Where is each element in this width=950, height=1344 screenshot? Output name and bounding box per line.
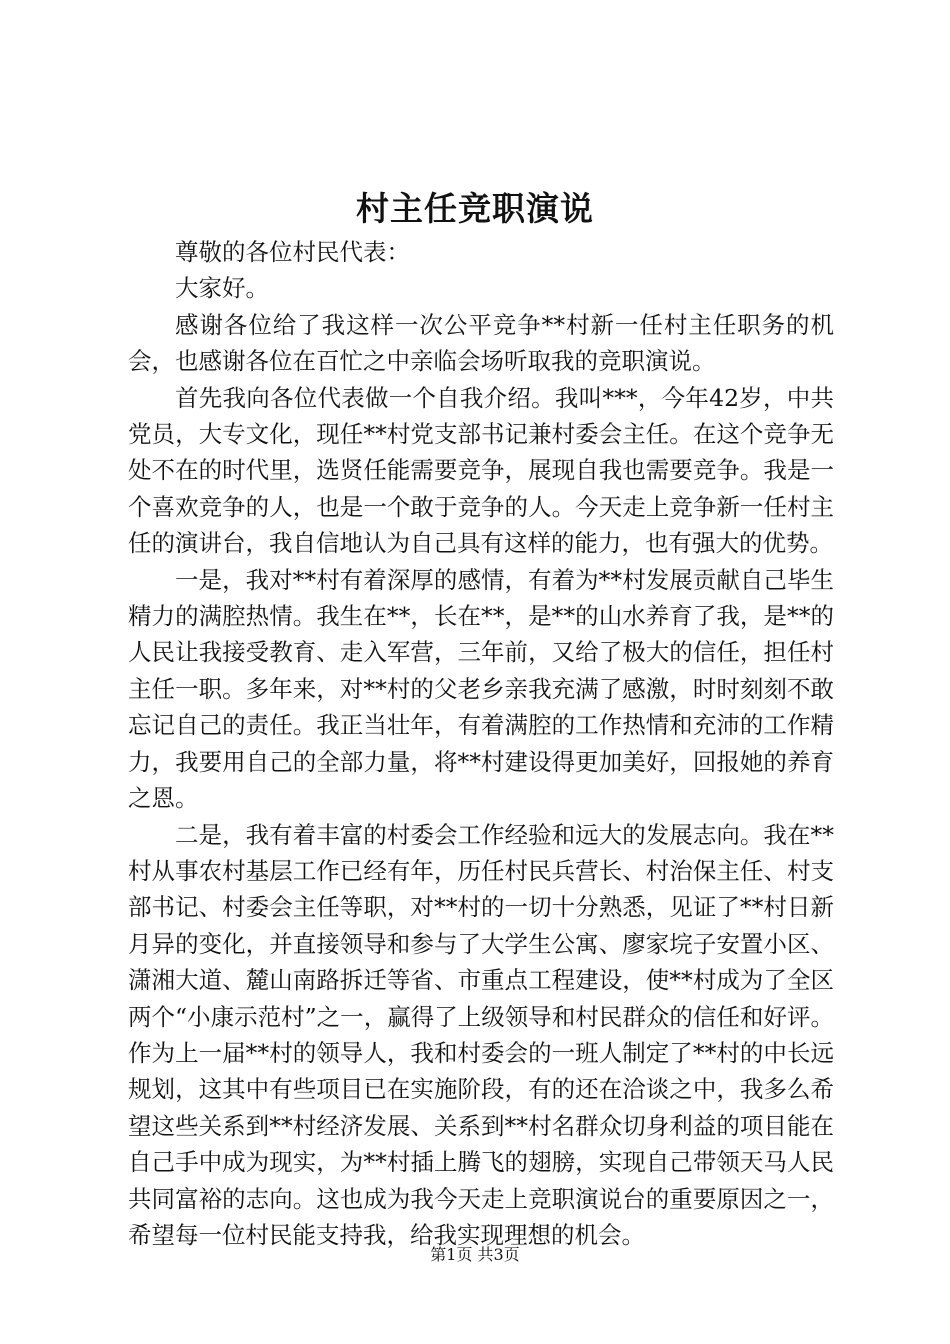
paragraph-point-one: 一是，我对**村有着深厚的感情，有着为**村发展贡献自己毕生精力的满腔热情。我生在**，长在**，是**的山水养育了我，是**的人民让我接受教育、走入军营，三年前，又给了极大的信任，担任村主任一职。多年来，对**村的父老乡亲我充满了感激，时时刻刻不敢忘记自己的责任。我正当壮年，有着满腔的工作热情和充沛的工作精力，我要用自己的全部力量，将**村建设得更加美好，回报她的养育之恩。 bbox=[128, 565, 834, 813]
paragraph-point-two: 二是，我有着丰富的村委会工作经验和远大的发展志向。我在**村从事农村基层工作已经有年，历任村民兵营长、村治保主任、村支部书记、村委会主任等职，对**村的一切十分熟悉，见证了**村日新月异的变化，并直接领导和参与了大学生公寓、廖家垸子安置小区、潇湘大道、麓山南路拆迁等省、市重点工程建设，使**村成为了全区两个“小康示范村”之一，赢得了上级领导和村民群众的信任和好评。作为上一届**村的领导人，我和村委会的一班人制定了**村的中长远规划，这其中有些项目已在实施阶段，有的还在洽谈之中，我多么希望这些关系到**村经济发展、关系到**村名群众切身利益的项目能在自己手中成为现实，为**村插上腾飞的翅膀，实现自己带领天马人民共同富裕的志向。这也成为我今天走上竞职演说台的重要原因之一，希望每一位村民能支持我，给我实现理想的机会。 bbox=[128, 820, 834, 1249]
greeting: 大家好。 bbox=[175, 274, 269, 303]
salutation: 尊敬的各位村民代表： bbox=[175, 238, 410, 266]
document-title: 村主任竞职演说 bbox=[356, 189, 594, 228]
paragraph-self-intro: 首先我向各位代表做一个自我介绍。我叫***，今年42岁，中共党员，大专文化，现任**村党支部书记兼村委会主任。在这个竞争无处不在的时代里，选贤任能需要竞争，展现自我也需要竞争。我是一个喜欢竞争的人，也是一个敢于竞争的人。今天走上竞争新一任村主任的演讲台，我自信地认为自己具有这样的能力，也有强大的优势。 bbox=[128, 383, 834, 558]
page-footer: 第1页 共3页 bbox=[430, 1245, 520, 1264]
document-body bbox=[128, 234, 834, 1253]
paragraph-thanks: 感谢各位给了我这样一次公平竞争**村新一任村主任职务的机会，也感谢各位在百忙之中亲临会场听取我的竞职演说。 bbox=[128, 310, 834, 376]
